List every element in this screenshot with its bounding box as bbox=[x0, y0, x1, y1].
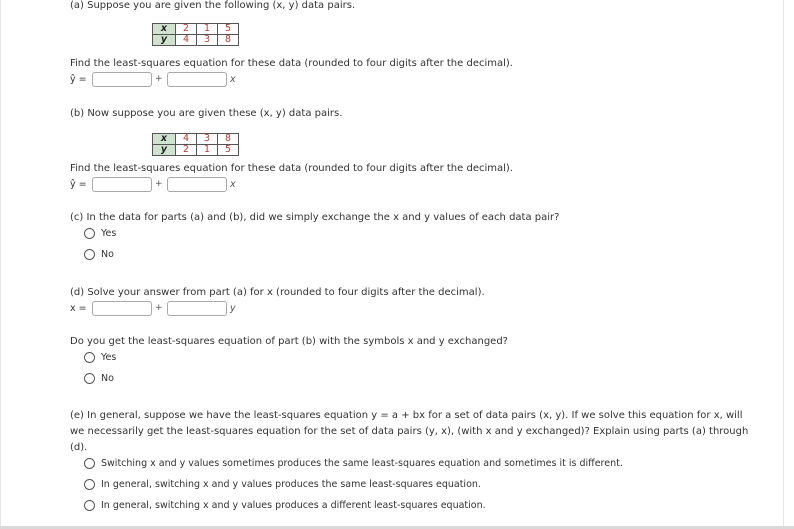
part-e-prompt-line2: we necessarily get the least-squares equation for the set of data pairs (y, x), (with x and y exchanged)? Explain using parts (a) through bbox=[70, 426, 749, 437]
table-cell: 5 bbox=[218, 24, 239, 35]
y-header: y bbox=[153, 35, 176, 46]
part-e-option-sometimes-radio[interactable] bbox=[84, 458, 95, 469]
table-cell: 8 bbox=[218, 134, 239, 145]
part-b-intercept-input[interactable] bbox=[92, 177, 152, 192]
table-row bbox=[153, 24, 239, 35]
part-a-plus: + bbox=[155, 74, 163, 84]
part-b-data-table bbox=[152, 133, 239, 156]
table-cell: 2 bbox=[176, 24, 197, 35]
part-d-prompt: (d) Solve your answer from part (a) for x (rounded to four digits after the decimal). bbox=[70, 287, 485, 298]
part-e-option-different-radio[interactable] bbox=[84, 500, 95, 511]
part-c-yes-label[interactable]: Yes bbox=[101, 228, 117, 239]
right-border bbox=[783, 0, 784, 529]
x-header: x bbox=[153, 24, 176, 35]
part-b-slope-input[interactable] bbox=[167, 177, 227, 192]
part-d-no-radio[interactable] bbox=[84, 373, 95, 384]
part-d-intercept-input[interactable] bbox=[92, 301, 152, 316]
part-e-option-same-radio[interactable] bbox=[84, 479, 95, 490]
part-b-prompt: (b) Now suppose you are given these (x, y) data pairs. bbox=[70, 108, 343, 119]
part-c-no-label[interactable]: No bbox=[101, 249, 114, 260]
table-cell: 1 bbox=[197, 145, 218, 156]
table-cell: 1 bbox=[197, 24, 218, 35]
y-header: y bbox=[153, 145, 176, 156]
part-d-yes-radio[interactable] bbox=[84, 352, 95, 363]
table-cell: 3 bbox=[197, 134, 218, 145]
part-d-question: Do you get the least-squares equation of part (b) with the symbols x and y exchanged? bbox=[70, 336, 508, 347]
part-a-yhat-label: ŷ = bbox=[70, 74, 87, 85]
part-d-x-label: x = bbox=[70, 303, 87, 314]
table-row bbox=[153, 145, 239, 156]
part-e-option-same-label[interactable]: In general, switching x and y values produces the same least-squares equation. bbox=[101, 479, 481, 490]
table-cell: 2 bbox=[176, 145, 197, 156]
table-cell: 5 bbox=[218, 145, 239, 156]
part-e-prompt-line1: (e) In general, suppose we have the least-squares equation y = a + bx for a set of data pairs (x, y). If we solve this equation for x, will bbox=[70, 410, 743, 421]
part-e-option-different-label[interactable]: In general, switching x and y values produces a different least-squares equation. bbox=[101, 500, 486, 511]
part-a-x-symbol: x bbox=[230, 74, 236, 85]
part-d-slope-input[interactable] bbox=[167, 301, 227, 316]
part-a-intercept-input[interactable] bbox=[92, 72, 152, 87]
part-e-option-sometimes-label[interactable]: Switching x and y values sometimes produces the same least-squares equation and sometimes it is different. bbox=[101, 458, 623, 469]
part-b-x-symbol: x bbox=[230, 179, 236, 190]
table-cell: 4 bbox=[176, 134, 197, 145]
part-a-prompt: (a) Suppose you are given the following (x, y) data pairs. bbox=[70, 0, 356, 11]
part-d-y-symbol: y bbox=[230, 303, 236, 314]
part-c-prompt: (c) In the data for parts (a) and (b), did we simply exchange the x and y values of each data pair? bbox=[70, 212, 560, 223]
part-e-prompt-line3: (d). bbox=[70, 442, 88, 453]
table-cell: 8 bbox=[218, 35, 239, 46]
table-cell: 3 bbox=[197, 35, 218, 46]
part-a-instruction: Find the least-squares equation for these data (rounded to four digits after the decimal). bbox=[70, 58, 513, 69]
x-header: x bbox=[153, 134, 176, 145]
part-a-data-table bbox=[152, 23, 239, 46]
part-b-yhat-label: ŷ = bbox=[70, 179, 87, 190]
left-border bbox=[0, 0, 1, 529]
part-b-instruction: Find the least-squares equation for these data (rounded to four digits after the decimal). bbox=[70, 163, 513, 174]
part-a-slope-input[interactable] bbox=[167, 72, 227, 87]
table-row bbox=[153, 35, 239, 46]
part-d-yes-label[interactable]: Yes bbox=[101, 352, 117, 363]
part-b-plus: + bbox=[155, 179, 163, 189]
table-row bbox=[153, 134, 239, 145]
part-c-no-radio[interactable] bbox=[84, 249, 95, 260]
part-c-yes-radio[interactable] bbox=[84, 228, 95, 239]
part-d-plus: + bbox=[155, 303, 163, 313]
part-d-no-label[interactable]: No bbox=[101, 373, 114, 384]
table-cell: 4 bbox=[176, 35, 197, 46]
